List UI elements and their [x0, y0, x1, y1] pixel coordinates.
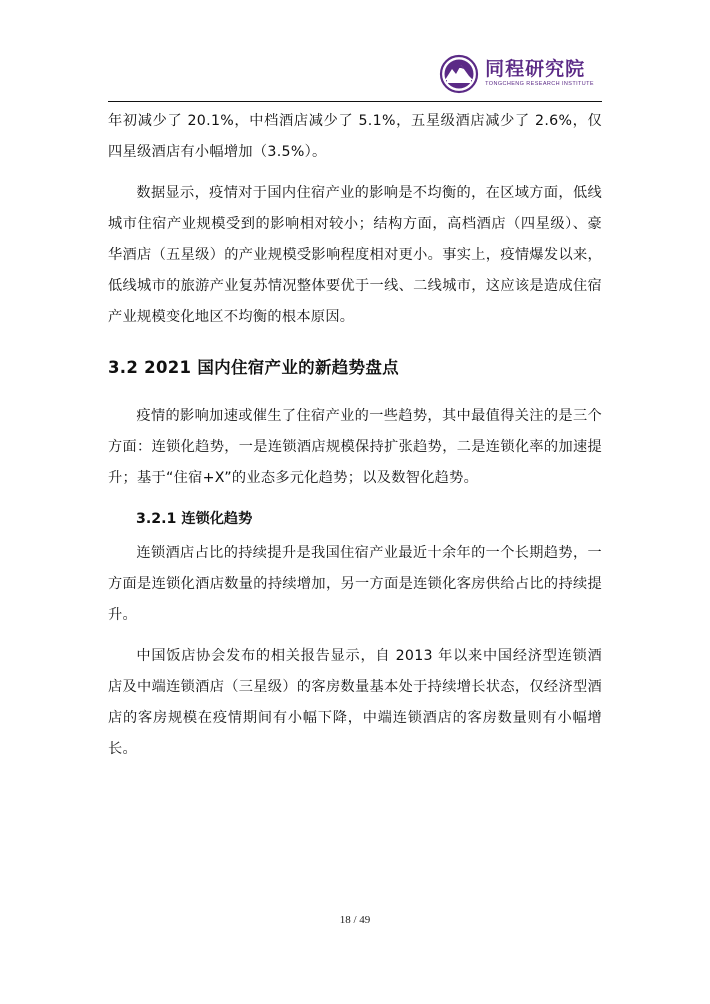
paragraph-chain-trend: 连锁酒店占比的持续提升是我国住宿产业最近十余年的一个长期趋势，一方面是连锁化酒店数量的持续增加，另一方面是连锁化客房供给占比的持续提升。 — [108, 545, 602, 623]
tongcheng-logo — [439, 52, 594, 96]
subsection-heading: 3.2.1 连锁化趋势 — [136, 511, 253, 527]
logo-chinese-name: 同程研究院 — [485, 58, 586, 81]
document-body — [108, 106, 602, 775]
header-divider — [108, 101, 602, 102]
page-number: 18 / 49 — [339, 914, 371, 926]
paragraph-continued: 年初减少了 20.1%，中档酒店减少了 5.1%，五星级酒店减少了 2.6%，仅四星级酒店有小幅增加（3.5%）。 — [108, 113, 602, 160]
logo-emblem-icon — [439, 54, 479, 94]
section-heading: 3.2 2021 国内住宿产业的新趋势盘点 — [108, 358, 399, 377]
paragraph-data-analysis: 数据显示，疫情对于国内住宿产业的影响是不均衡的，在区域方面，低线城市住宿产业规模受到的影响相对较小；结构方面，高档酒店（四星级）、豪华酒店（五星级）的产业规模受影响程度相对更小。事实上，疫情爆发以来，低线城市的旅游产业复苏情况整体要优于一线、二线城市，这应该是造成住宿产业规模变化地区不均衡的根本原因。 — [108, 185, 602, 325]
page-header — [108, 50, 602, 102]
logo-english-name: TONGCHENG RESEARCH INSTITUTE — [485, 81, 594, 88]
paragraph-association-report: 中国饭店协会发布的相关报告显示，自 2013 年以来中国经济型连锁酒店及中端连锁酒店（三星级）的客房数量基本处于持续增长状态，仅经济型酒店的客房规模在疫情期间有小幅下降，中端连锁酒店的客房数量则有小幅增长。 — [108, 648, 602, 757]
paragraph-trends-intro: 疫情的影响加速或催生了住宿产业的一些趋势，其中最值得关注的是三个方面：连锁化趋势，一是连锁酒店规模保持扩张趋势，二是连锁化率的加速提升；基于“住宿+X”的业态多元化趋势；以及数智化趋势。 — [108, 408, 602, 486]
